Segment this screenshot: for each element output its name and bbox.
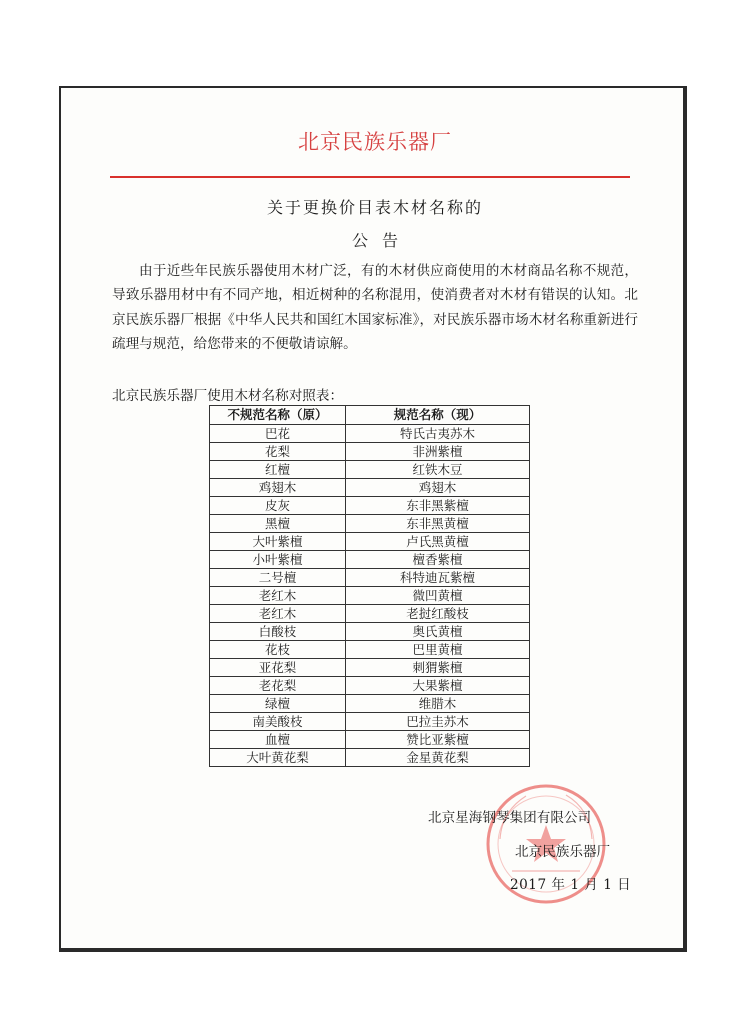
old-name-cell: 大叶紫檀 bbox=[210, 533, 346, 551]
old-name-cell: 亚花梨 bbox=[210, 659, 346, 677]
table-row bbox=[210, 551, 530, 569]
signature-company: 北京星海钢琴集团有限公司 bbox=[428, 810, 592, 826]
old-name-cell: 血檀 bbox=[210, 731, 346, 749]
header-old-name: 不规范名称（原） bbox=[210, 406, 346, 425]
new-name-cell: 老挝红酸枝 bbox=[346, 605, 530, 623]
new-name-cell: 维腊木 bbox=[346, 695, 530, 713]
wood-name-table bbox=[209, 405, 530, 767]
old-name-cell: 小叶紫檀 bbox=[210, 551, 346, 569]
new-name-cell: 刺猬紫檀 bbox=[346, 659, 530, 677]
table-row bbox=[210, 641, 530, 659]
old-name-cell: 花枝 bbox=[210, 641, 346, 659]
table-row bbox=[210, 713, 530, 731]
table-row bbox=[210, 515, 530, 533]
old-name-cell: 巴花 bbox=[210, 425, 346, 443]
table-row bbox=[210, 425, 530, 443]
old-name-cell: 黑檀 bbox=[210, 515, 346, 533]
header-new-name: 规范名称（现） bbox=[346, 406, 530, 425]
signature-factory: 北京民族乐器厂 bbox=[515, 844, 611, 860]
table-row bbox=[210, 461, 530, 479]
table-row bbox=[210, 569, 530, 587]
old-name-cell: 鸡翅木 bbox=[210, 479, 346, 497]
table-row bbox=[210, 731, 530, 749]
old-name-cell: 老红木 bbox=[210, 587, 346, 605]
new-name-cell: 巴拉圭苏木 bbox=[346, 713, 530, 731]
table-row bbox=[210, 695, 530, 713]
new-name-cell: 非洲紫檀 bbox=[346, 443, 530, 461]
table-intro: 北京民族乐器厂使用木材名称对照表： bbox=[112, 388, 344, 404]
table-row bbox=[210, 587, 530, 605]
letterhead-rule bbox=[110, 176, 630, 178]
new-name-cell: 奥氏黄檀 bbox=[346, 623, 530, 641]
new-name-cell: 鸡翅木 bbox=[346, 479, 530, 497]
table-row bbox=[210, 497, 530, 515]
table-header-row bbox=[210, 406, 530, 425]
new-name-cell: 赞比亚紫檀 bbox=[346, 731, 530, 749]
table-row bbox=[210, 605, 530, 623]
table-row bbox=[210, 479, 530, 497]
table-row bbox=[210, 659, 530, 677]
table-row bbox=[210, 749, 530, 767]
new-name-cell: 大果紫檀 bbox=[346, 677, 530, 695]
old-name-cell: 老花梨 bbox=[210, 677, 346, 695]
new-name-cell: 金星黄花梨 bbox=[346, 749, 530, 767]
old-name-cell: 皮灰 bbox=[210, 497, 346, 515]
old-name-cell: 红檀 bbox=[210, 461, 346, 479]
new-name-cell: 微凹黄檀 bbox=[346, 587, 530, 605]
table-row bbox=[210, 533, 530, 551]
letterhead: 北京民族乐器厂 bbox=[298, 130, 452, 154]
new-name-cell: 东非黑紫檀 bbox=[346, 497, 530, 515]
signature-date: 2017 年 1 月 1 日 bbox=[510, 877, 632, 893]
old-name-cell: 大叶黄花梨 bbox=[210, 749, 346, 767]
new-name-cell: 卢氏黑黄檀 bbox=[346, 533, 530, 551]
old-name-cell: 二号檀 bbox=[210, 569, 346, 587]
old-name-cell: 绿檀 bbox=[210, 695, 346, 713]
new-name-cell: 檀香紫檀 bbox=[346, 551, 530, 569]
new-name-cell: 巴里黄檀 bbox=[346, 641, 530, 659]
new-name-cell: 特氏古夷苏木 bbox=[346, 425, 530, 443]
notice-body: 由于近些年民族乐器使用木材广泛，有的木材供应商使用的木材商品名称不规范，导致乐器用材中有不同产地，相近树种的名称混用，使消费者对木材有错误的认知。北京民族乐器厂根据《中华人民共和国红木国家标准》，对民族乐器市场木材名称重新进行疏理与规范，给您带来的不便敬请谅解。 bbox=[112, 263, 638, 352]
new-name-cell: 科特迪瓦紫檀 bbox=[346, 569, 530, 587]
table-row bbox=[210, 623, 530, 641]
new-name-cell: 红铁木豆 bbox=[346, 461, 530, 479]
notice-subtitle: 公告 bbox=[351, 231, 412, 250]
old-name-cell: 花梨 bbox=[210, 443, 346, 461]
new-name-cell: 东非黑黄檀 bbox=[346, 515, 530, 533]
old-name-cell: 南美酸枝 bbox=[210, 713, 346, 731]
old-name-cell: 白酸枝 bbox=[210, 623, 346, 641]
table-row bbox=[210, 677, 530, 695]
old-name-cell: 老红木 bbox=[210, 605, 346, 623]
table-row bbox=[210, 443, 530, 461]
notice-title: 关于更换价目表木材名称的 bbox=[266, 198, 483, 217]
